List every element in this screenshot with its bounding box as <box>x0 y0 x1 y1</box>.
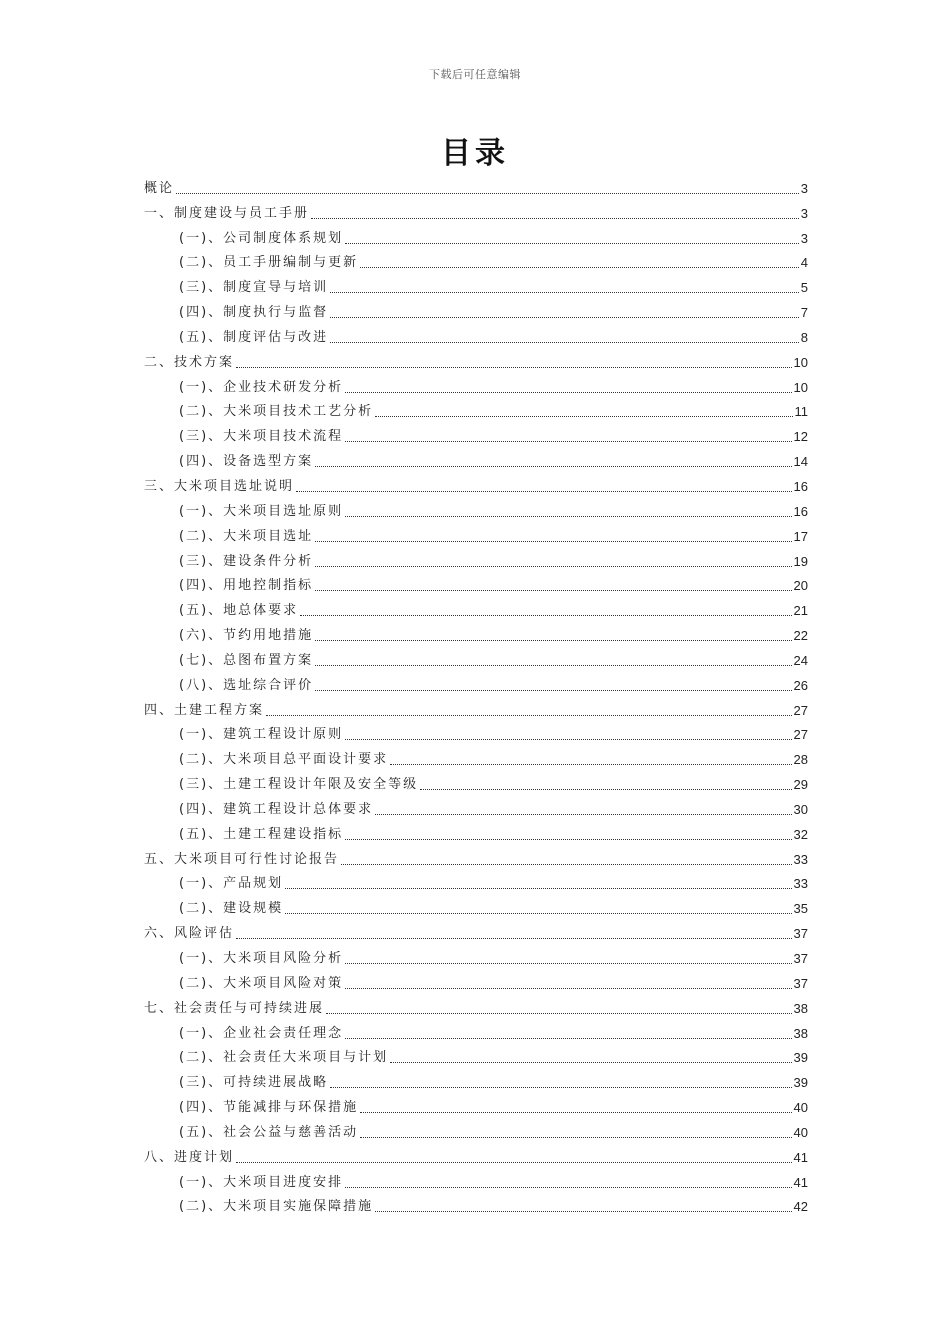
toc-entry[interactable] <box>144 1194 808 1219</box>
toc-entry-page-number: 10 <box>793 379 808 395</box>
toc-entry-page-number: 30 <box>793 801 808 817</box>
toc-entry-label: (二)、大米项目实施保障措施 <box>179 1199 374 1215</box>
toc-entry-label: (四)、节能减排与环保措施 <box>179 1100 359 1116</box>
toc-dot-leader <box>330 292 799 293</box>
toc-entry-page-number: 5 <box>800 280 808 296</box>
toc-entry-page-number: 16 <box>793 503 808 519</box>
toc-entry-label: (五)、制度评估与改进 <box>179 329 329 345</box>
toc-entry-label: 五、大米项目可行性讨论报告 <box>144 851 340 867</box>
toc-entry[interactable] <box>144 225 808 250</box>
toc-entry[interactable] <box>144 200 808 225</box>
toc-dot-leader <box>345 963 791 964</box>
toc-entry-label: (五)、地总体要求 <box>179 603 299 619</box>
toc-dot-leader <box>315 690 791 691</box>
toc-dot-leader <box>296 491 792 492</box>
toc-entry-page-number: 24 <box>793 652 808 668</box>
toc-entry[interactable] <box>144 1169 808 1194</box>
toc-entry[interactable] <box>144 846 808 871</box>
toc-entry-label: (七)、总图布置方案 <box>179 652 314 668</box>
toc-dot-leader <box>315 466 791 467</box>
toc-dot-leader <box>345 1187 791 1188</box>
toc-dot-leader <box>345 516 791 517</box>
toc-entry-label: (二)、建设规模 <box>179 901 284 917</box>
toc-entry-page-number: 19 <box>793 553 808 569</box>
toc-entry[interactable] <box>144 771 808 796</box>
toc-dot-leader <box>315 541 791 542</box>
toc-entry-label: (二)、大米项目总平面设计要求 <box>179 752 389 768</box>
toc-entry[interactable] <box>144 175 808 200</box>
toc-entry-page-number: 12 <box>793 429 808 445</box>
toc-entry-label: (一)、企业技术研发分析 <box>179 379 344 395</box>
toc-dot-leader <box>236 938 792 939</box>
toc-entry-label: (一)、大米项目风险分析 <box>179 951 344 966</box>
toc-entry-page-number: 38 <box>793 1000 808 1016</box>
toc-dot-leader <box>315 665 791 666</box>
toc-entry[interactable] <box>144 374 808 399</box>
toc-entry-label: (五)、社会公益与慈善活动 <box>179 1124 359 1140</box>
toc-entry-page-number: 3 <box>800 230 808 246</box>
toc-entry-page-number: 16 <box>793 478 808 494</box>
toc-entry[interactable] <box>144 970 808 995</box>
toc-dot-leader <box>315 590 791 591</box>
toc-entry-page-number: 3 <box>800 205 808 221</box>
toc-dot-leader <box>311 218 799 219</box>
toc-entry[interactable] <box>144 1020 808 1045</box>
toc-entry-page-number: 42 <box>793 1199 808 1215</box>
toc-dot-leader <box>345 441 791 442</box>
toc-entry-page-number: 20 <box>793 578 808 594</box>
toc-entry-label: (四)、设备选型方案 <box>179 454 314 470</box>
toc-dot-leader <box>285 888 791 889</box>
toc-dot-leader <box>326 1013 792 1014</box>
toc-entry-page-number: 39 <box>793 1050 808 1066</box>
toc-dot-leader <box>345 1038 791 1039</box>
toc-entry[interactable] <box>144 821 808 846</box>
page-title: 目录 <box>441 136 509 171</box>
toc-entry-label: (三)、制度宣导与培训 <box>179 280 329 296</box>
toc-entry-label: (三)、土建工程设计年限及安全等级 <box>179 777 419 793</box>
toc-entry-label: 二、技术方案 <box>144 354 235 370</box>
toc-entry[interactable] <box>144 1119 808 1144</box>
toc-dot-leader <box>360 267 799 268</box>
toc-entry[interactable] <box>144 548 808 573</box>
toc-entry-page-number: 17 <box>793 528 808 544</box>
toc-dot-leader <box>285 913 791 914</box>
toc-dot-leader <box>375 1211 791 1212</box>
toc-entry-label: (八)、选址综合评价 <box>179 677 314 693</box>
toc-entry-page-number: 10 <box>793 354 808 370</box>
toc-entry-page-number: 41 <box>793 1149 808 1165</box>
toc-entry-label: (四)、用地控制指标 <box>179 578 314 594</box>
toc-entry-label: (二)、社会责任大米项目与计划 <box>179 1050 389 1066</box>
toc-entry-label: 八、进度计划 <box>144 1149 235 1165</box>
toc-entry-label: (一)、企业社会责任理念 <box>179 1025 344 1041</box>
toc-entry[interactable] <box>144 349 808 374</box>
toc-entry[interactable] <box>144 573 808 598</box>
toc-entry[interactable] <box>144 299 808 324</box>
toc-entry-page-number: 41 <box>793 1174 808 1190</box>
toc-dot-leader <box>345 243 799 244</box>
toc-entry-page-number: 7 <box>800 305 808 321</box>
toc-entry-page-number: 28 <box>793 752 808 768</box>
toc-entry[interactable] <box>144 324 808 349</box>
toc-entry[interactable] <box>144 697 808 722</box>
toc-entry-page-number: 8 <box>800 329 808 345</box>
toc-dot-leader <box>330 317 799 318</box>
toc-entry-page-number: 4 <box>800 255 808 271</box>
toc-entry[interactable] <box>144 423 808 448</box>
toc-entry-page-number: 14 <box>793 454 808 470</box>
toc-entry[interactable] <box>144 647 808 672</box>
toc-entry[interactable] <box>144 722 808 747</box>
toc-entry-page-number: 40 <box>793 1100 808 1116</box>
toc-entry-label: (二)、大米项目技术工艺分析 <box>179 404 374 420</box>
toc-entry-page-number: 29 <box>793 777 808 793</box>
toc-entry-page-number: 27 <box>793 702 808 718</box>
toc-entry-label: (六)、节约用地措施 <box>179 628 314 644</box>
toc-dot-leader <box>176 193 799 194</box>
toc-entry-page-number: 21 <box>793 603 808 619</box>
toc-entry-label: (一)、产品规划 <box>179 876 284 892</box>
toc-entry-label: (四)、建筑工程设计总体要求 <box>179 801 374 817</box>
toc-entry[interactable] <box>144 1045 808 1070</box>
toc-dot-leader <box>360 1137 791 1138</box>
toc-dot-leader <box>360 1112 791 1113</box>
toc-dot-leader <box>375 416 792 417</box>
toc-entry[interactable] <box>144 871 808 896</box>
toc-entry[interactable] <box>144 1144 808 1169</box>
toc-entry-page-number: 37 <box>793 975 808 991</box>
toc-entry[interactable] <box>144 399 808 424</box>
toc-entry-page-number: 26 <box>793 677 808 693</box>
toc-entry-label: (一)、大米项目进度安排 <box>179 1174 344 1190</box>
toc-entry-label: (三)、可持续进展战略 <box>179 1075 329 1091</box>
toc-entry-label: (二)、大米项目风险对策 <box>179 975 344 991</box>
toc-entry[interactable] <box>144 250 808 275</box>
toc-entry-page-number: 40 <box>793 1124 808 1140</box>
toc-entry[interactable] <box>144 945 808 970</box>
toc-entry-label: (一)、大米项目选址原则 <box>179 503 344 519</box>
toc-entry-label: 六、风险评估 <box>144 926 235 942</box>
toc-entry[interactable] <box>144 895 808 920</box>
toc-entry-label: (二)、大米项目选址 <box>179 528 314 544</box>
toc-entry-label: (一)、建筑工程设计原则 <box>179 727 344 743</box>
toc-entry-page-number: 35 <box>793 901 808 917</box>
toc-dot-leader <box>315 566 791 567</box>
header-note: 下载后可任意编辑 <box>429 68 521 81</box>
toc-dot-leader <box>266 715 792 716</box>
toc-entry[interactable] <box>144 274 808 299</box>
toc-entry[interactable] <box>144 448 808 473</box>
toc-dot-leader <box>315 640 791 641</box>
toc-dot-leader <box>236 367 792 368</box>
table-of-contents <box>144 175 808 1218</box>
toc-entry-page-number: 33 <box>793 851 808 867</box>
toc-entry-page-number: 39 <box>793 1075 808 1091</box>
toc-entry-page-number: 37 <box>793 926 808 942</box>
toc-dot-leader <box>300 615 791 616</box>
toc-entry[interactable] <box>144 995 808 1020</box>
toc-entry[interactable] <box>144 498 808 523</box>
toc-entry-page-number: 22 <box>793 628 808 644</box>
toc-entry-label: (三)、建设条件分析 <box>179 553 314 569</box>
toc-entry-label: (三)、大米项目技术流程 <box>179 429 344 445</box>
toc-entry-page-number: 33 <box>793 876 808 892</box>
toc-entry-label: 三、大米项目选址说明 <box>144 478 295 494</box>
toc-entry-label: 概论 <box>144 180 175 196</box>
toc-entry-page-number: 38 <box>793 1025 808 1041</box>
toc-entry[interactable] <box>144 796 808 821</box>
toc-entry[interactable] <box>144 597 808 622</box>
toc-entry-label: 一、制度建设与员工手册 <box>144 205 310 221</box>
toc-dot-leader <box>236 1162 792 1163</box>
toc-entry[interactable] <box>144 622 808 647</box>
toc-dot-leader <box>330 1087 791 1088</box>
toc-entry[interactable] <box>144 746 808 771</box>
toc-dot-leader <box>345 739 791 740</box>
toc-entry-label: 四、土建工程方案 <box>144 702 265 718</box>
toc-entry-page-number: 27 <box>793 727 808 743</box>
toc-entry[interactable] <box>144 523 808 548</box>
toc-entry[interactable] <box>144 1069 808 1094</box>
toc-entry-label: (四)、制度执行与监督 <box>179 305 329 321</box>
toc-dot-leader <box>345 392 791 393</box>
toc-dot-leader <box>341 864 792 865</box>
toc-entry-page-number: 3 <box>800 180 808 196</box>
toc-entry-label: 七、社会责任与可持续进展 <box>144 1000 325 1016</box>
toc-dot-leader <box>420 789 791 790</box>
toc-entry-label: (二)、员工手册编制与更新 <box>179 255 359 271</box>
toc-entry[interactable] <box>144 473 808 498</box>
toc-entry[interactable] <box>144 672 808 697</box>
toc-dot-leader <box>345 839 791 840</box>
toc-dot-leader <box>390 1062 791 1063</box>
toc-entry-page-number: 32 <box>793 826 808 842</box>
toc-entry[interactable] <box>144 1094 808 1119</box>
toc-dot-leader <box>390 764 791 765</box>
toc-entry-label: (五)、土建工程建设指标 <box>179 826 344 842</box>
toc-entry-page-number: 37 <box>793 951 808 966</box>
toc-dot-leader <box>345 988 791 989</box>
toc-entry-label: (一)、公司制度体系规划 <box>179 230 344 246</box>
toc-entry[interactable] <box>144 920 808 945</box>
toc-entry-page-number: 11 <box>794 404 808 420</box>
toc-dot-leader <box>375 814 791 815</box>
toc-dot-leader <box>330 342 799 343</box>
